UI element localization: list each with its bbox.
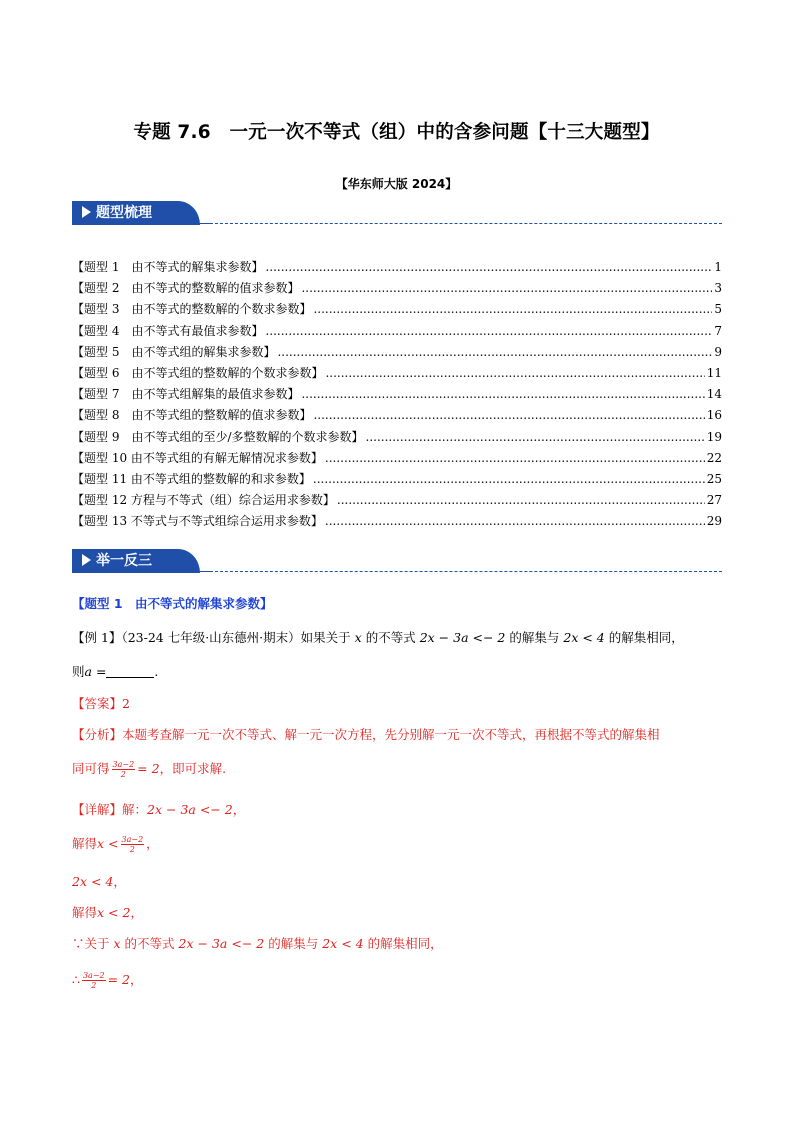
- section-underline: [72, 571, 212, 572]
- page-subtitle: 【华东师大版 2024】: [335, 177, 458, 191]
- toc-leader: [325, 451, 705, 465]
- question-text: .: [154, 664, 159, 679]
- toc-leader: [325, 514, 705, 528]
- toc-label: 【题型 11 由不等式组的整数解的和求参数】: [72, 471, 311, 486]
- analysis-line2: [72, 759, 722, 779]
- fraction: [112, 760, 136, 779]
- toc-entry[interactable]: [72, 322, 722, 343]
- analysis-text: 同可得: [72, 761, 110, 776]
- toc-entry[interactable]: [72, 406, 722, 427]
- detail-text: ，: [232, 802, 246, 817]
- fraction-denominator: 2: [129, 845, 135, 854]
- fraction-numerator: 3a−2: [121, 835, 144, 844]
- detail-text: 的不等式: [124, 936, 175, 951]
- toc-page: 16: [706, 408, 722, 423]
- question-text: 的不等式: [365, 630, 416, 645]
- toc-page: 5: [714, 302, 722, 317]
- answer-blank[interactable]: [106, 665, 154, 678]
- toc-leader: [313, 408, 704, 422]
- math-var: x: [354, 630, 362, 645]
- detail-text: ，: [146, 836, 159, 851]
- section-tab: [72, 201, 200, 225]
- detail-line5: [72, 934, 722, 954]
- section-label: 题型梳理: [96, 205, 152, 221]
- toc-entry[interactable]: [72, 279, 722, 300]
- toc-leader: [265, 260, 712, 274]
- toc-label: 【题型 7 由不等式组解集的最值求参数】: [72, 387, 300, 402]
- toc-page: 25: [706, 471, 722, 486]
- question-text: 如果关于: [300, 630, 351, 645]
- play-triangle-icon: [82, 554, 91, 566]
- toc-leader: [325, 366, 704, 380]
- detail-line3: [72, 872, 722, 892]
- math-inequality: 2x < 4: [563, 630, 605, 645]
- toc-page: 7: [714, 323, 722, 338]
- toc-leader: [265, 324, 712, 338]
- fraction: [121, 835, 145, 854]
- toc-label: 【题型 8 由不等式组的整数解的值求参数】: [72, 408, 312, 423]
- toc-entry[interactable]: [72, 428, 722, 449]
- toc-page: 22: [706, 450, 722, 465]
- example-question: [72, 628, 722, 648]
- detail-text: 的解集与: [268, 936, 319, 951]
- toc-leader: [301, 281, 712, 295]
- detail-line2: [72, 834, 722, 854]
- toc-label: 【题型 10 由不等式组的有解无解情况求参数】: [72, 450, 323, 465]
- analysis-line1: [72, 725, 722, 745]
- detail-text: ，: [130, 972, 143, 987]
- toc-leader: [337, 493, 705, 507]
- analysis-text: 本题考查解一元一次不等式、解一元一次方程，先分别解一元一次不等式，再根据不等式的解集相: [122, 727, 660, 742]
- answer-tag: 【答案】: [72, 696, 123, 711]
- toc-entry[interactable]: [72, 385, 722, 406]
- toc-entry[interactable]: [72, 300, 722, 321]
- math-inequality: 2x − 3a <− 2: [147, 802, 233, 817]
- math-inequality: 2x − 3a <− 2: [178, 936, 265, 951]
- analysis-text: ，即可求解.: [159, 761, 227, 776]
- toc-page: 19: [706, 429, 722, 444]
- play-triangle-icon: [82, 206, 91, 218]
- table-of-contents: [72, 258, 722, 533]
- toc-label: 【题型 12 方程与不等式（组）综合运用求参数】: [72, 493, 335, 508]
- math-expr: a =: [84, 664, 107, 679]
- detail-text: 解得: [72, 836, 98, 851]
- toc-entry[interactable]: [72, 343, 722, 364]
- math-inequality: 2x < 4: [322, 936, 364, 951]
- math-inequality: 2x − 3a <− 2: [419, 630, 506, 645]
- toc-label: 【题型 1 由不等式的解集求参数】: [72, 260, 264, 274]
- detail-tag: 【详解】: [72, 802, 123, 817]
- question-text: 则: [72, 664, 85, 679]
- section-divider: [200, 223, 722, 224]
- toc-leader: [277, 345, 712, 359]
- section-tab: [72, 549, 200, 573]
- toc-page: 29: [706, 514, 722, 529]
- fraction: [82, 971, 106, 990]
- toc-page: 9: [714, 344, 722, 359]
- toc-label: 【题型 3 由不等式的整数解的个数求参数】: [72, 302, 312, 317]
- toc-entry[interactable]: [72, 470, 722, 491]
- section-divider: [200, 571, 722, 572]
- toc-label: 【题型 2 由不等式的整数解的值求参数】: [72, 281, 300, 296]
- math-inequality: 2x < 4: [72, 874, 114, 889]
- toc-page: 11: [706, 365, 722, 380]
- math-expr: x <: [97, 836, 119, 851]
- detail-text: ，: [130, 905, 143, 920]
- section-header-examples: [72, 549, 722, 573]
- fraction-denominator: 2: [91, 981, 97, 990]
- math-expr: = 2: [137, 761, 160, 776]
- detail-text: 解得: [72, 905, 98, 920]
- toc-label: 【题型 4 由不等式有最值求参数】: [72, 323, 264, 338]
- question-text: 的解集相同，: [608, 630, 684, 645]
- topic-heading: 【题型 1 由不等式的解集求参数】: [72, 596, 273, 611]
- toc-entry[interactable]: [72, 258, 722, 279]
- toc-leader: [301, 387, 704, 401]
- example-tag: 【例 1】: [72, 630, 122, 645]
- detail-text: 的解集相同，: [367, 936, 443, 951]
- section-header-overview: [72, 201, 722, 225]
- answer-line: [72, 694, 722, 714]
- math-var: x: [113, 936, 121, 951]
- toc-leader: [313, 302, 712, 316]
- math-inequality: x < 2: [97, 905, 131, 920]
- analysis-tag: 【分析】: [72, 727, 123, 742]
- toc-label: 【题型 9 由不等式组的至少/多整数解的个数求参数】: [72, 429, 364, 444]
- toc-entry[interactable]: [72, 449, 722, 470]
- toc-label: 【题型 6 由不等式组的整数解的个数求参数】: [72, 365, 324, 380]
- page-title: 专题 7.6 一元一次不等式（组）中的含参问题【十三大题型】: [133, 122, 660, 143]
- answer-value: 2: [122, 696, 130, 711]
- section-label: 举一反三: [96, 553, 152, 569]
- example-question-line2: [72, 662, 722, 682]
- detail-text: ，: [113, 874, 126, 889]
- detail-line6: [72, 970, 722, 990]
- question-text: 的解集与: [509, 630, 560, 645]
- toc-entry[interactable]: [72, 364, 722, 385]
- section-underline: [72, 223, 212, 224]
- toc-page: 27: [706, 493, 722, 508]
- detail-text: ∴: [72, 972, 80, 987]
- toc-page: 14: [706, 387, 722, 402]
- detail-line1: [72, 800, 722, 820]
- detail-line4: [72, 903, 722, 923]
- toc-label: 【题型 5 由不等式组的解集求参数】: [72, 344, 276, 359]
- detail-text: ∵关于: [72, 936, 110, 951]
- fraction-denominator: 2: [120, 770, 126, 779]
- toc-page: 3: [714, 281, 722, 296]
- detail-text: 解：: [122, 802, 148, 817]
- fraction-numerator: 3a−2: [112, 760, 135, 769]
- fraction-numerator: 3a−2: [82, 971, 105, 980]
- toc-leader: [313, 472, 705, 486]
- example-source: （23-24 七年级·山东德州·期末）: [121, 630, 301, 645]
- toc-label: 【题型 13 不等式与不等式组综合运用求参数】: [72, 514, 323, 529]
- toc-entry[interactable]: [72, 512, 722, 533]
- toc-entry[interactable]: [72, 491, 722, 512]
- math-expr: = 2: [107, 972, 131, 987]
- toc-page: 1: [714, 260, 722, 274]
- toc-leader: [366, 430, 705, 444]
